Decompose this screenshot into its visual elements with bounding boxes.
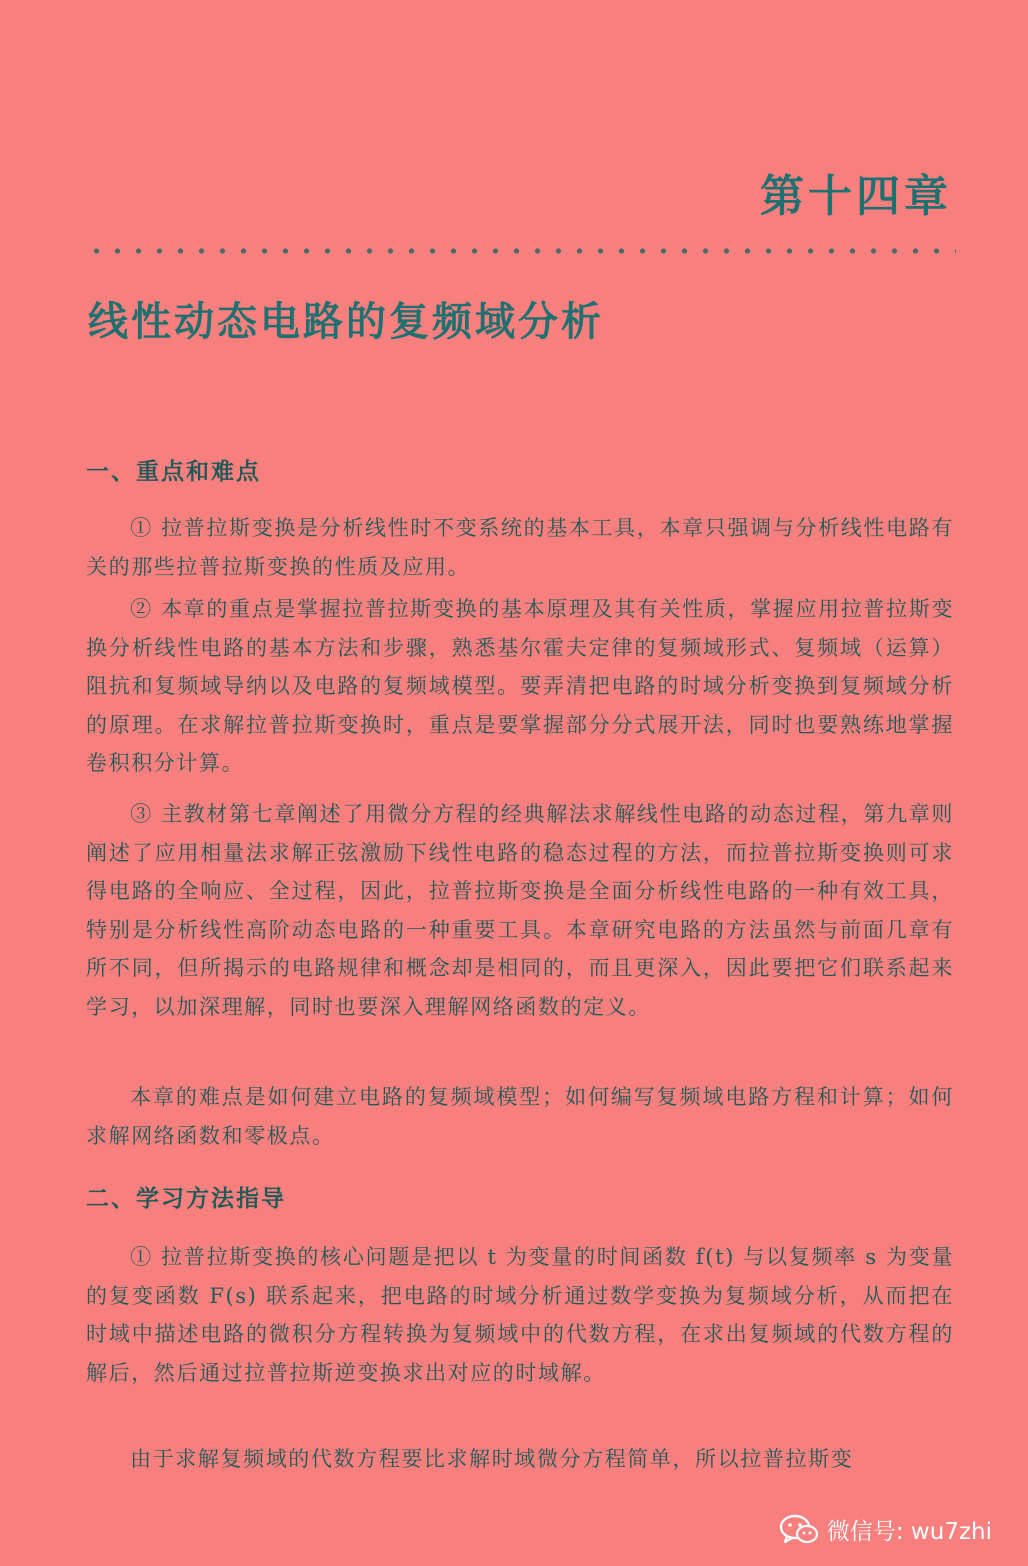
- paragraph: ③ 主教材第七章阐述了用微分方程的经典解法求解线性电路的动态过程，第九章则阐述了应用相量法求解正弦激励下线性电路的稳态过程的方法，而拉普拉斯变换则可求得电路的全响应、全过程，因此，拉普拉斯变换是全面分析线性电路的一种有效工具，特别是分析线性高阶动态电路的一种重要工具。本章研究电路的方法虽然与前面几章有所不同，但所揭示的电路规律和概念却是相同的，而且更深入，因此要把它们联系起来学习，以加深理解，同时也要深入理解网络函数的定义。: [86, 802, 954, 1019]
- paragraph: ① 拉普拉斯变换的核心问题是把以 t 为变量的时间函数 f(t) 与以复频率 s 为变量的复变函数 F(s) 联系起来，把电路的时域分析通过数学变换为复频域分析，从而把在时域中描述电路的微积分方程转换为复频域中的代数方程，在求出复频域的代数方程的解后，然后通过拉普拉斯逆变换求出对应的时域解。: [86, 1245, 954, 1385]
- chapter-title: 线性动态电路的复频域分析: [88, 299, 604, 345]
- watermark-text: 微信号: wu7zhi: [826, 1519, 992, 1545]
- dotted-divider: [86, 246, 956, 256]
- section-heading-study-methods: 二、学习方法指导: [86, 1186, 286, 1212]
- paragraph: ② 本章的重点是掌握拉普拉斯变换的基本原理及其有关性质，掌握应用拉普拉斯变换分析线性电路的基本方法和步骤，熟悉基尔霍夫定律的复频域形式、复频域（运算）阻抗和复频域导纳以及电路的复频域模型。要弄清把电路的时域分析变换到复频域分析的原理。在求解拉普拉斯变换时，重点是要掌握部分分式展开法，同时也要熟练地掌握卷积积分计算。: [86, 597, 954, 776]
- section-heading-key-points: 一、重点和难点: [86, 459, 261, 485]
- chapter-number: 第十四章: [760, 171, 952, 222]
- paragraph: 由于求解复频域的代数方程要比求解时域微分方程简单，所以拉普拉斯变: [130, 1447, 854, 1471]
- wechat-icon: [779, 1514, 819, 1546]
- paragraph: 本章的难点是如何建立电路的复频域模型；如何编写复频域电路方程和计算；如何求解网络函数和零极点。: [86, 1085, 954, 1148]
- paragraph: ① 拉普拉斯变换是分析线性时不变系统的基本工具，本章只强调与分析线性电路有关的那些拉普拉斯变换的性质及应用。: [86, 516, 954, 579]
- wechat-watermark: [779, 1513, 992, 1546]
